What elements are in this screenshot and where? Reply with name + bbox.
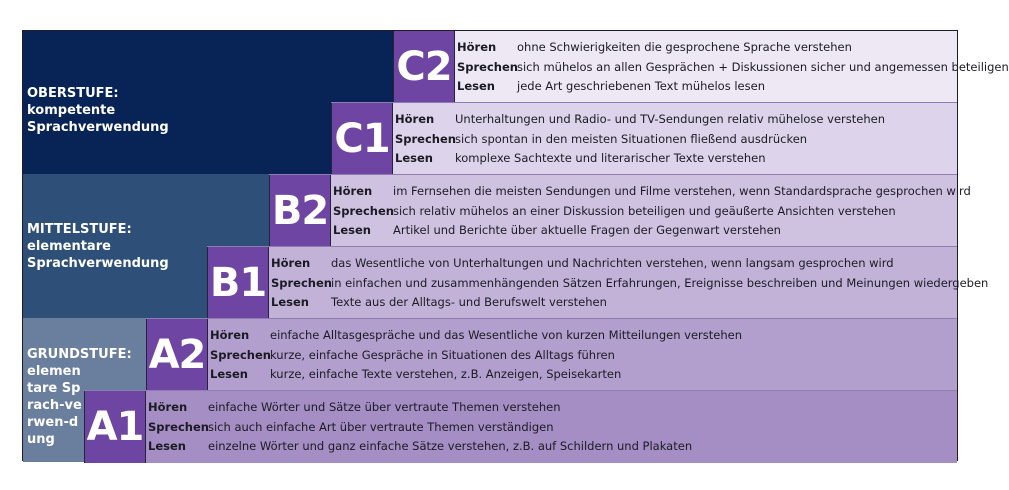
skill-label: Sprechen xyxy=(271,275,332,290)
skill-description: ohne Schwierigkeiten die gesprochene Sprache verstehen xyxy=(517,40,852,54)
skill-label: Hören xyxy=(210,328,250,342)
skill-description: sich auch einfache Art über vertraute Themen verständigen xyxy=(208,419,554,434)
skill-label: Hören xyxy=(271,256,311,270)
stage-subtitle: elementare Sprach-verwen-dung xyxy=(27,364,82,447)
skill-label: Lesen xyxy=(148,439,186,453)
level-badge-c2: C2 xyxy=(393,31,455,103)
stage-title: OBERSTUFE: xyxy=(27,86,119,101)
skill-label: Sprechen xyxy=(148,419,209,434)
skill-description: in einfachen und zusammenhängenden Sätzen Erfahrungen, Ereignisse beschreiben und Meinungen wiedergeben xyxy=(331,275,989,290)
level-badge-a1: A1 xyxy=(84,391,146,463)
skill-description: komplexe Sachtexte und literarischer Texte verstehen xyxy=(455,151,766,165)
skill-description: im Fernsehen die meisten Sendungen und Filme verstehen, wenn Standardsprache gesprochen wird xyxy=(393,184,971,198)
stage-label-oberstufe xyxy=(27,85,227,136)
level-badge-b1: B1 xyxy=(207,247,269,319)
skill-description: einfache Alltasgespräche und das Wesentliche von kurzen Mitteilungen verstehen xyxy=(270,328,742,342)
level-row-b1 xyxy=(207,246,989,319)
skill-description: kurze, einfache Texte verstehen, z.B. Anzeigen, Speisekarten xyxy=(270,367,622,381)
level-row-c2 xyxy=(393,31,1009,103)
skill-description: einzelne Wörter und ganz einfache Sätze verstehen, z.B. auf Schildern und Plakaten xyxy=(208,439,693,453)
stage-subtitle: elementare Sprachverwendung xyxy=(27,239,169,271)
cefr-level-diagram xyxy=(22,30,1009,461)
skill-label: Lesen xyxy=(333,223,371,237)
skill-description: jede Art geschriebenen Text mühelos lesen xyxy=(517,79,765,93)
level-badge-a2: A2 xyxy=(146,319,208,391)
skill-label: Hören xyxy=(457,40,497,54)
skill-label: Lesen xyxy=(210,367,248,381)
skill-label: Hören xyxy=(333,184,373,198)
stage-title: GRUNDSTUFE: xyxy=(27,347,132,362)
skill-description: Texte aus der Alltags- und Berufswelt verstehen xyxy=(331,295,607,309)
level-badge-b2: B2 xyxy=(269,175,331,247)
level-row-b2 xyxy=(269,174,971,247)
skill-label: Sprechen xyxy=(457,59,518,74)
skill-label: Lesen xyxy=(271,295,309,309)
level-row-c1 xyxy=(331,102,957,175)
skill-label: Sprechen xyxy=(395,131,456,146)
skill-label: Lesen xyxy=(395,151,433,165)
level-row-a2 xyxy=(146,318,957,391)
skill-label: Lesen xyxy=(457,79,495,93)
skill-label: Hören xyxy=(395,112,435,126)
level-row-a1 xyxy=(84,390,957,463)
stage-title: MITTELSTUFE: xyxy=(27,222,132,237)
skill-description: kurze, einfache Gespräche in Situationen des Alltags führen xyxy=(270,347,615,362)
skill-description: Unterhaltungen und Radio- und TV-Sendungen relativ mühelose verstehen xyxy=(455,112,885,126)
skill-description: das Wesentliche von Unterhaltungen und Nachrichten verstehen, wenn langsam gesprochen wird xyxy=(331,256,894,270)
skill-label: Sprechen xyxy=(210,347,271,362)
skill-description: Artikel und Berichte über aktuelle Fragen der Gegenwart verstehen xyxy=(393,223,781,237)
skill-description: sich spontan in den meisten Situationen fließend ausdrücken xyxy=(455,131,808,146)
skill-description: einfache Wörter und Sätze über vertraute Themen verstehen xyxy=(208,400,561,414)
skill-label: Hören xyxy=(148,400,188,414)
skill-label: Sprechen xyxy=(333,203,394,218)
stage-subtitle: kompetente Sprachverwendung xyxy=(27,103,169,135)
level-badge-c1: C1 xyxy=(331,103,393,175)
skill-description: sich relativ mühelos an einer Diskussion beteiligen und geäußerte Ansichten verstehen xyxy=(393,203,896,218)
stage-label-mittelstufe xyxy=(27,221,187,272)
skill-description: sich mühelos an allen Gesprächen + Diskussionen sicher und angemessen beteiligen xyxy=(517,59,1009,74)
